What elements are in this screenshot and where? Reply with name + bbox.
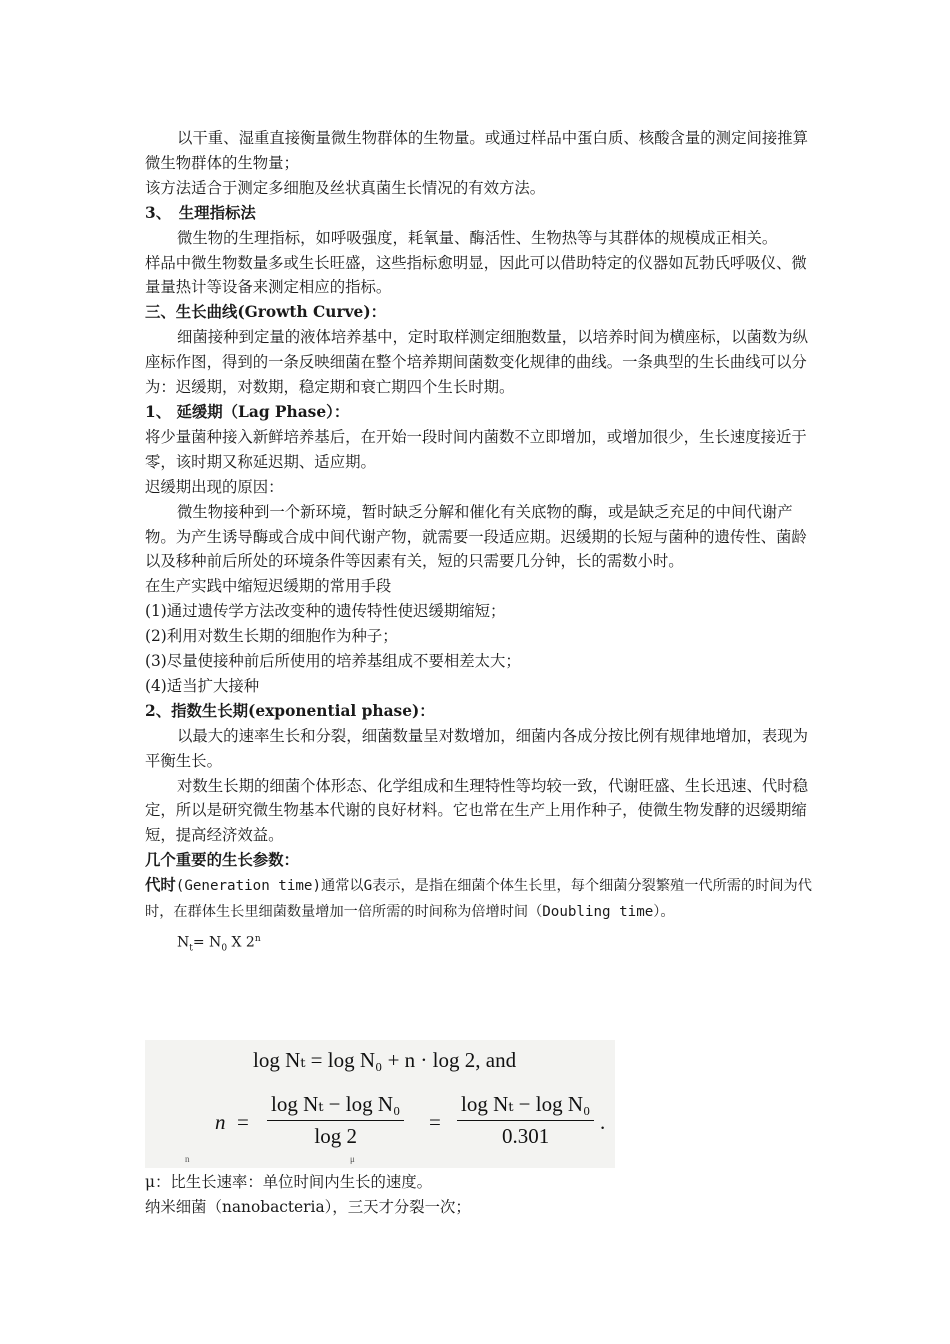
formula-n0-subscript: 0 [221, 943, 228, 954]
heading-physiological-index: 3、 生理指标法 [145, 203, 256, 222]
paragraph-shorten-lag-title: 在生产实践中缩短迟缓期的常用手段 [145, 577, 392, 596]
formula-equals-2: = [429, 1110, 441, 1134]
formula-eq-n0: = N [192, 934, 222, 951]
paragraph-nanobacteria: 纳米细菌（nanobacteria），三天才分裂一次； [145, 1198, 471, 1216]
paragraph-instruments: 样品中微生物数量多或生长旺盛，这些指标愈明显，因此可以借助特定的仪器如瓦勃氏呼吸仪、微量量热计等设备来测定相应的指标。 [145, 253, 807, 297]
formula-tiny-n: n [185, 1154, 190, 1164]
fraction-numerator: log Nₜ − log N₀ [457, 1092, 594, 1121]
document-body [145, 126, 815, 961]
heading-growth-parameters: 几个重要的生长参数： [145, 851, 299, 870]
formula-equals-1: = [237, 1110, 249, 1134]
list-item: (4)适当扩大接种 [145, 676, 260, 695]
paragraph-exponential-features: 对数生长期的细菌个体形态、化学组成和生理特性等均较一致，代谢旺盛、生长迅速、代时稳定，所以是研究微生物基本代谢的良好材料。它也常在生产上用作种子，使微生物发酵的迟缓期缩短，提高经济效益。 [145, 776, 809, 845]
paragraph-lag-cause: 微生物接种到一个新环境，暂时缺乏分解和催化有关底物的酶，或是缺乏充足的中间代谢产物。为产生诱导酶或合成中间代谢产物，就需要一段适应期。迟缓期的长短与菌种的遗传性、菌龄以及移种前后所处的环境条件等因素有关，短的只需要几分钟，长的需数小时。 [145, 502, 807, 571]
paragraph-generation-time [145, 873, 815, 925]
formula-image [145, 1040, 615, 1168]
paragraph-biomass: 以干重、湿重直接衡量微生物群体的生物量。或通过样品中蛋白质、核酸含量的测定间接推算微生物群体的生物量； [145, 129, 809, 172]
formula-times-two: X 2 [227, 934, 255, 951]
formula-fraction-log2 [267, 1092, 404, 1149]
paragraph-lag-cause-title: 迟缓期出现的原因： [145, 477, 284, 496]
paragraph-specific-growth-rate: μ：比生长速率：单位时间内生长的速度。 [145, 1173, 433, 1191]
generation-time-term: 代时 [145, 876, 176, 895]
formula-n-symbol: n [215, 1110, 226, 1134]
generation-time-definition: (Generation time)通常以G表示，是指在细菌个体生长里，每个细菌分裂繁殖一代所需的时间为代时，在群体生长里细菌数量增加一倍所需的时间称为倍增时间（Doubling time）。 [145, 878, 812, 921]
fraction-denominator: 0.301 [502, 1124, 550, 1148]
formula-period: . [600, 1110, 606, 1134]
heading-lag-phase: 1、 延缓期（Lag Phase）： [145, 402, 350, 421]
formula-exponent: n [254, 934, 261, 944]
heading-growth-curve: 三、生长曲线(Growth Curve)： [145, 303, 387, 322]
paragraph-lag-definition: 将少量菌种接入新鲜培养基后，在开始一段时间内菌数不立即增加，或增加很少，生长速度接近于零，该时期又称延迟期、适应期。 [145, 427, 807, 471]
list-item: (3)尽量使接种前后所使用的培养基组成不要相差太大； [145, 652, 521, 671]
heading-exponential-phase: 2、指数生长期(exponential phase)： [145, 701, 435, 720]
list-item: (1)通过遗传学方法改变种的遗传特性使迟缓期缩短； [145, 602, 506, 621]
paragraph-method-suitability: 该方法适合于测定多细胞及丝状真菌生长情况的有效方法。 [145, 178, 546, 197]
paragraph-exponential-growth: 以最大的速率生长和分裂，细菌数量呈对数增加，细菌内各成分按比例有规律地增加，表现为平衡生长。 [145, 726, 809, 770]
fraction-denominator: log 2 [314, 1124, 357, 1148]
fraction-numerator: log Nₜ − log N₀ [267, 1092, 404, 1121]
formula-log-equation: log Nₜ = log N₀ + n · log 2, and [253, 1048, 517, 1072]
formula-nt [177, 927, 815, 961]
formula-tiny-mu: μ [350, 1154, 355, 1164]
formula-nt-symbol: N [177, 934, 190, 951]
formula-fraction-0301 [457, 1092, 594, 1149]
formula-nt-subscript: t [189, 943, 193, 954]
document-body-lower [145, 1170, 815, 1220]
list-item: (2)利用对数生长期的细胞作为种子； [145, 627, 398, 646]
paragraph-physiological-index: 微生物的生理指标，如呼吸强度，耗氧量、酶活性、生物热等与其群体的规模成正相关。 [177, 228, 778, 247]
paragraph-growth-curve: 细菌接种到定量的液体培养基中，定时取样测定细胞数量，以培养时间为横座标，以菌数为纵座标作图，得到的一条反映细菌在整个培养期间菌数变化规律的曲线。一条典型的生长曲线可以分为：迟缓期，对数期，稳定期和衰亡期四个生长时期。 [145, 328, 809, 397]
